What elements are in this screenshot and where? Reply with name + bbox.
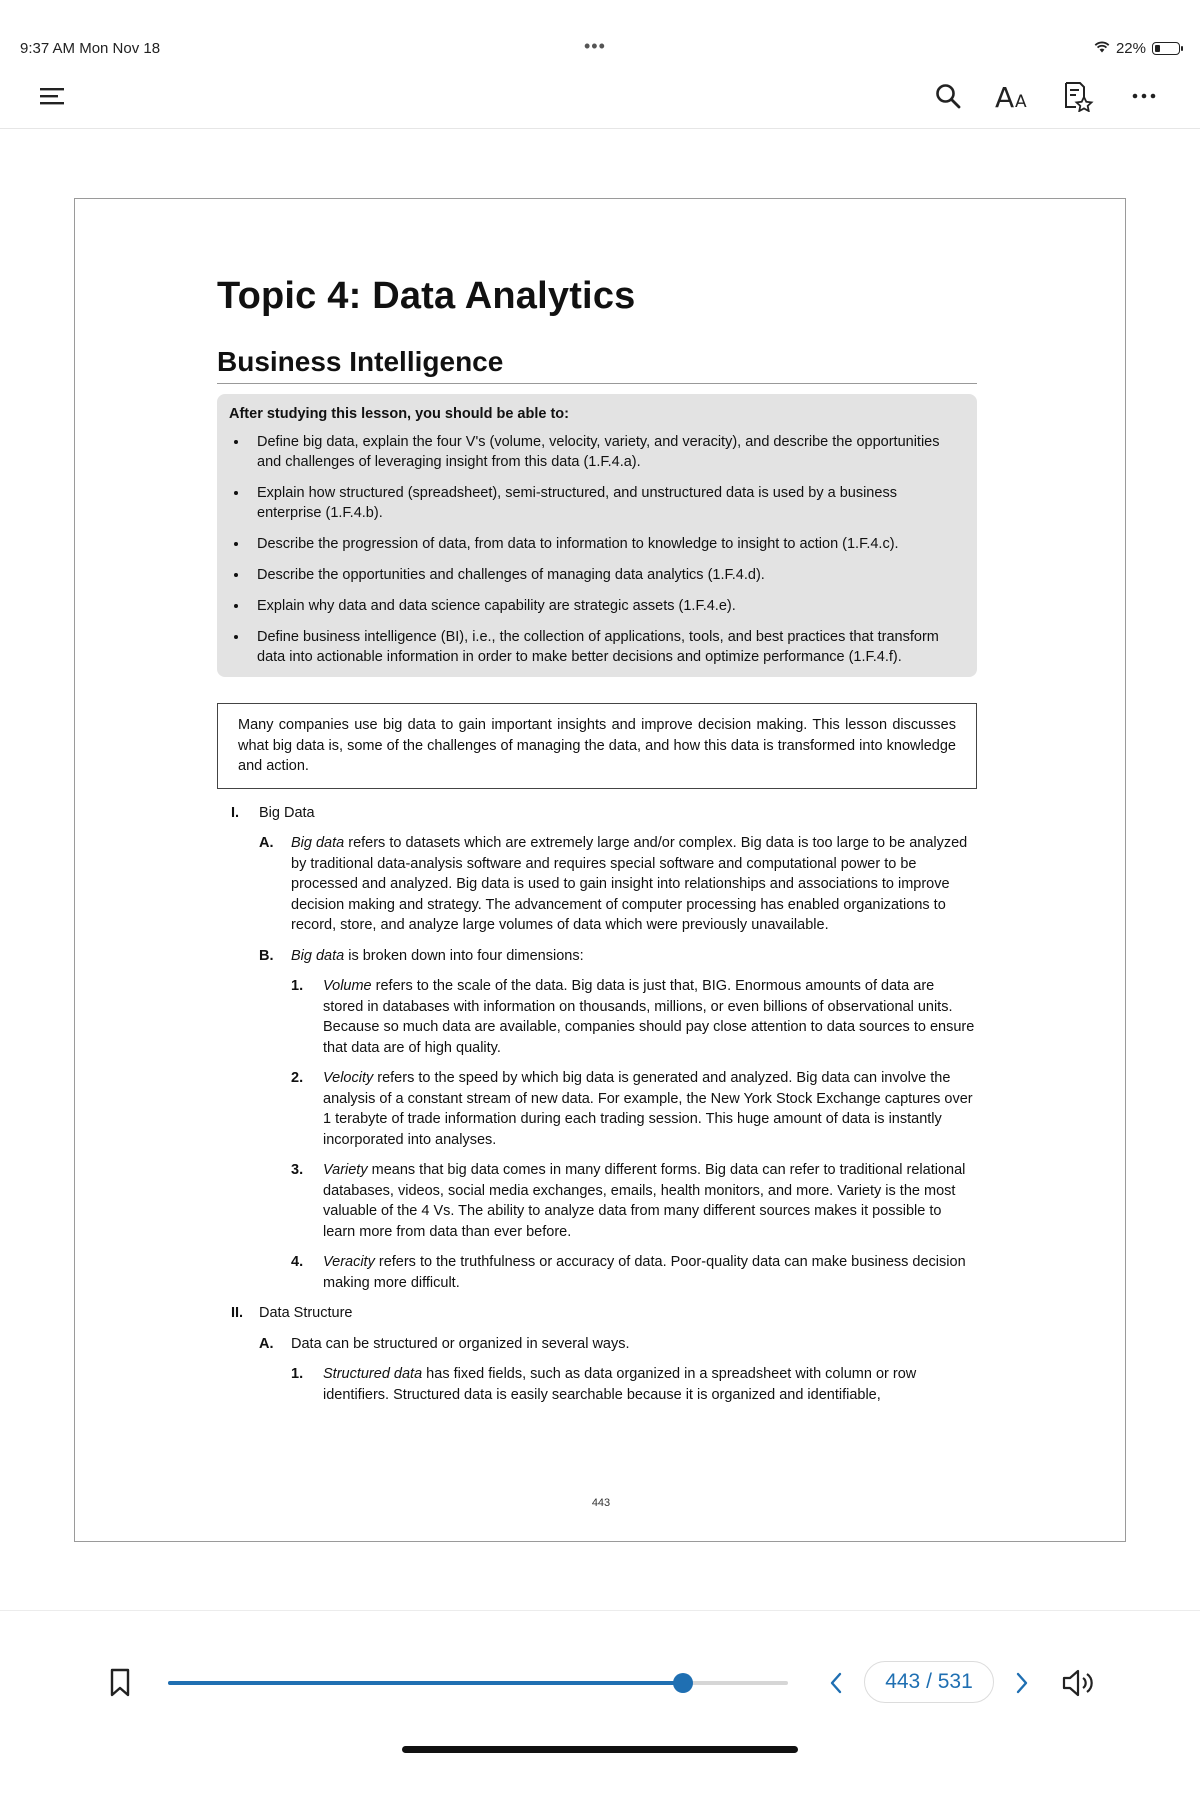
outline-title: Big Data — [259, 804, 315, 821]
previous-page-chevron-icon[interactable] — [822, 1667, 850, 1699]
objective-item: • Describe the progression of data, from data to information to knowledge to insight to action (1.F.4.c). — [249, 534, 965, 554]
book-page[interactable] — [74, 198, 1126, 1542]
objective-item: • Explain why data and data science capability are strategic assets (1.F.4.e). — [249, 596, 965, 616]
outline-title: Data Structure — [259, 1305, 353, 1321]
bookmarks-list-icon[interactable] — [1056, 74, 1100, 118]
battery-icon — [1152, 42, 1180, 55]
multitasking-dots[interactable]: ••• — [584, 36, 606, 56]
page-separator: / — [920, 1670, 938, 1693]
paragraph-text: refers to the scale of the data. Big data is just that, BIG. Enormous amounts of data are stored in databases with information on thousands, millions, or even billions of observational units. Because so much data are available, companies should pay close attention to data sources to ensure that data are of high quality. — [323, 978, 975, 1056]
next-page-chevron-icon[interactable] — [1008, 1667, 1036, 1699]
topic-title: Topic 4: Data Analytics — [217, 275, 636, 317]
term: Big data — [291, 947, 345, 964]
outline-text — [323, 1364, 977, 1405]
outline-subitem — [291, 1068, 977, 1150]
font-size-icon[interactable] — [990, 74, 1034, 118]
objectives-list — [229, 432, 965, 667]
paragraph-text: means that big data comes in many different forms. Big data can refer to traditional relational databases, videos, social media exchanges, emails, health monitors, and more. Variety is the most valuable of the 4 Vs. The ability to analyze data from many different sources makes it possible to learn more from data than ever before. — [323, 1162, 966, 1240]
paragraph-text: Data can be structured or organized in several ways. — [291, 1335, 630, 1352]
status-time-date: 9:37 AM Mon Nov 18 — [20, 40, 161, 57]
outline-marker: 4. — [291, 1254, 304, 1270]
outline-text — [323, 976, 977, 1058]
paragraph-text: refers to the truthfulness or accuracy of data. Poor-quality data can make business decision making more difficult. — [323, 1254, 966, 1291]
objectives-heading: After studying this lesson, you should be able to: — [229, 406, 569, 422]
term: Big data — [291, 835, 345, 851]
outline-marker: B. — [259, 947, 274, 964]
paragraph-text: refers to the speed by which big data is generated and analyzed. Big data can involve the analysis of a constant stream of new data. For example, the New York Stock Exchange captures over 1 terabyte of trade information during each trading session. This huge amount of data is instantly incorporated into analyses. — [323, 1070, 973, 1148]
outline-marker: 1. — [291, 1366, 304, 1382]
outline-text — [323, 1160, 977, 1242]
battery-percent: 22% — [1115, 40, 1146, 57]
read-aloud-speaker-icon[interactable] — [1058, 1665, 1098, 1701]
outline-text — [323, 1252, 977, 1293]
status-right — [1094, 40, 1180, 57]
outline-item — [259, 1334, 977, 1355]
outline-subitem — [291, 1160, 977, 1242]
status-bar — [0, 0, 1200, 60]
outline-subitem — [291, 1364, 977, 1405]
outline-heading-data-structure — [231, 1303, 977, 1324]
outline-marker: 2. — [291, 1070, 304, 1086]
outline-item — [259, 946, 977, 967]
lesson-outline — [217, 803, 977, 1406]
slider-thumb[interactable] — [673, 1673, 693, 1693]
outline-marker: II. — [231, 1305, 244, 1321]
term: Structured data — [323, 1366, 423, 1382]
search-icon[interactable] — [926, 74, 970, 118]
page-indicator[interactable] — [864, 1661, 994, 1703]
svg-text:A: A — [995, 81, 1015, 111]
outline-text — [323, 1068, 977, 1150]
outline-item — [259, 833, 977, 936]
paragraph-text: has fixed fields, such as data organized in a spreadsheet with column or row identifiers. Structured data is easily searchable because it is organized and identifiable, — [323, 1366, 917, 1403]
outline-marker: 3. — [291, 1162, 304, 1178]
printed-page-number: 443 — [591, 1497, 611, 1509]
bookmark-icon[interactable] — [104, 1663, 136, 1703]
term: Veracity — [323, 1254, 375, 1270]
outline-subitem — [291, 976, 977, 1058]
home-indicator[interactable] — [402, 1746, 798, 1753]
outline-marker: A. — [259, 835, 274, 851]
paragraph-text: is broken down into four dimensions: — [344, 947, 584, 964]
term: Variety — [323, 1162, 368, 1178]
reader-toolbar — [0, 62, 1200, 129]
slider-fill — [168, 1681, 683, 1685]
section-title: Business Intelligence — [217, 345, 977, 384]
outline-subitem — [291, 1252, 977, 1293]
objective-item: • Describe the opportunities and challenges of managing data analytics (1.F.4.d). — [249, 565, 965, 585]
svg-text:A: A — [1015, 92, 1027, 111]
menu-icon[interactable] — [30, 74, 74, 118]
page-content — [217, 273, 977, 1415]
objective-item: • Define big data, explain the four V's (volume, velocity, variety, and veracity), and describe the opportunities and challenges of leveraging insight from this data (1.F.4.a). — [249, 432, 965, 472]
outline-heading-big-data — [231, 803, 977, 824]
wifi-icon — [1094, 40, 1110, 57]
learning-objectives-box — [217, 394, 977, 677]
current-page: 443 — [885, 1670, 921, 1693]
reader-bottom-bar — [0, 1610, 1200, 1731]
outline-text — [291, 946, 977, 967]
paragraph-text: refers to datasets which are extremely large and/or complex. Big data is too large to be analyzed by traditional data-analysis software and requires special software and computational power to be processed and analyzed. Big data is used to gain insight into relationships and associations to improve decision making and strategy. The advancement of computer processing has enabled organizations to record, store, and analyze large volumes of data which were previously unavailable. — [291, 835, 968, 933]
outline-marker: A. — [259, 1335, 274, 1352]
objective-item: • Define business intelligence (BI), i.e., the collection of applications, tools, and best practices that transform data into actionable information in order to make better decisions and optimize performance (1.F.4.f). — [249, 627, 965, 667]
intro-box: Many companies use big data to gain important insights and improve decision making. This lesson discusses what big data is, some of the challenges of managing the data, and how this data is transformed into knowledge and action. — [217, 703, 977, 789]
term: Velocity — [323, 1070, 374, 1086]
outline-marker: 1. — [291, 978, 304, 994]
term: Volume — [323, 978, 372, 994]
objective-item: • Explain how structured (spreadsheet), semi-structured, and unstructured data is used by a business enterprise (1.F.4.b). — [249, 483, 965, 523]
total-pages: 531 — [937, 1670, 973, 1693]
outline-text — [291, 833, 977, 936]
outline-marker: I. — [231, 804, 240, 821]
more-icon[interactable] — [1122, 74, 1166, 118]
page-progress-slider[interactable] — [168, 1681, 788, 1685]
